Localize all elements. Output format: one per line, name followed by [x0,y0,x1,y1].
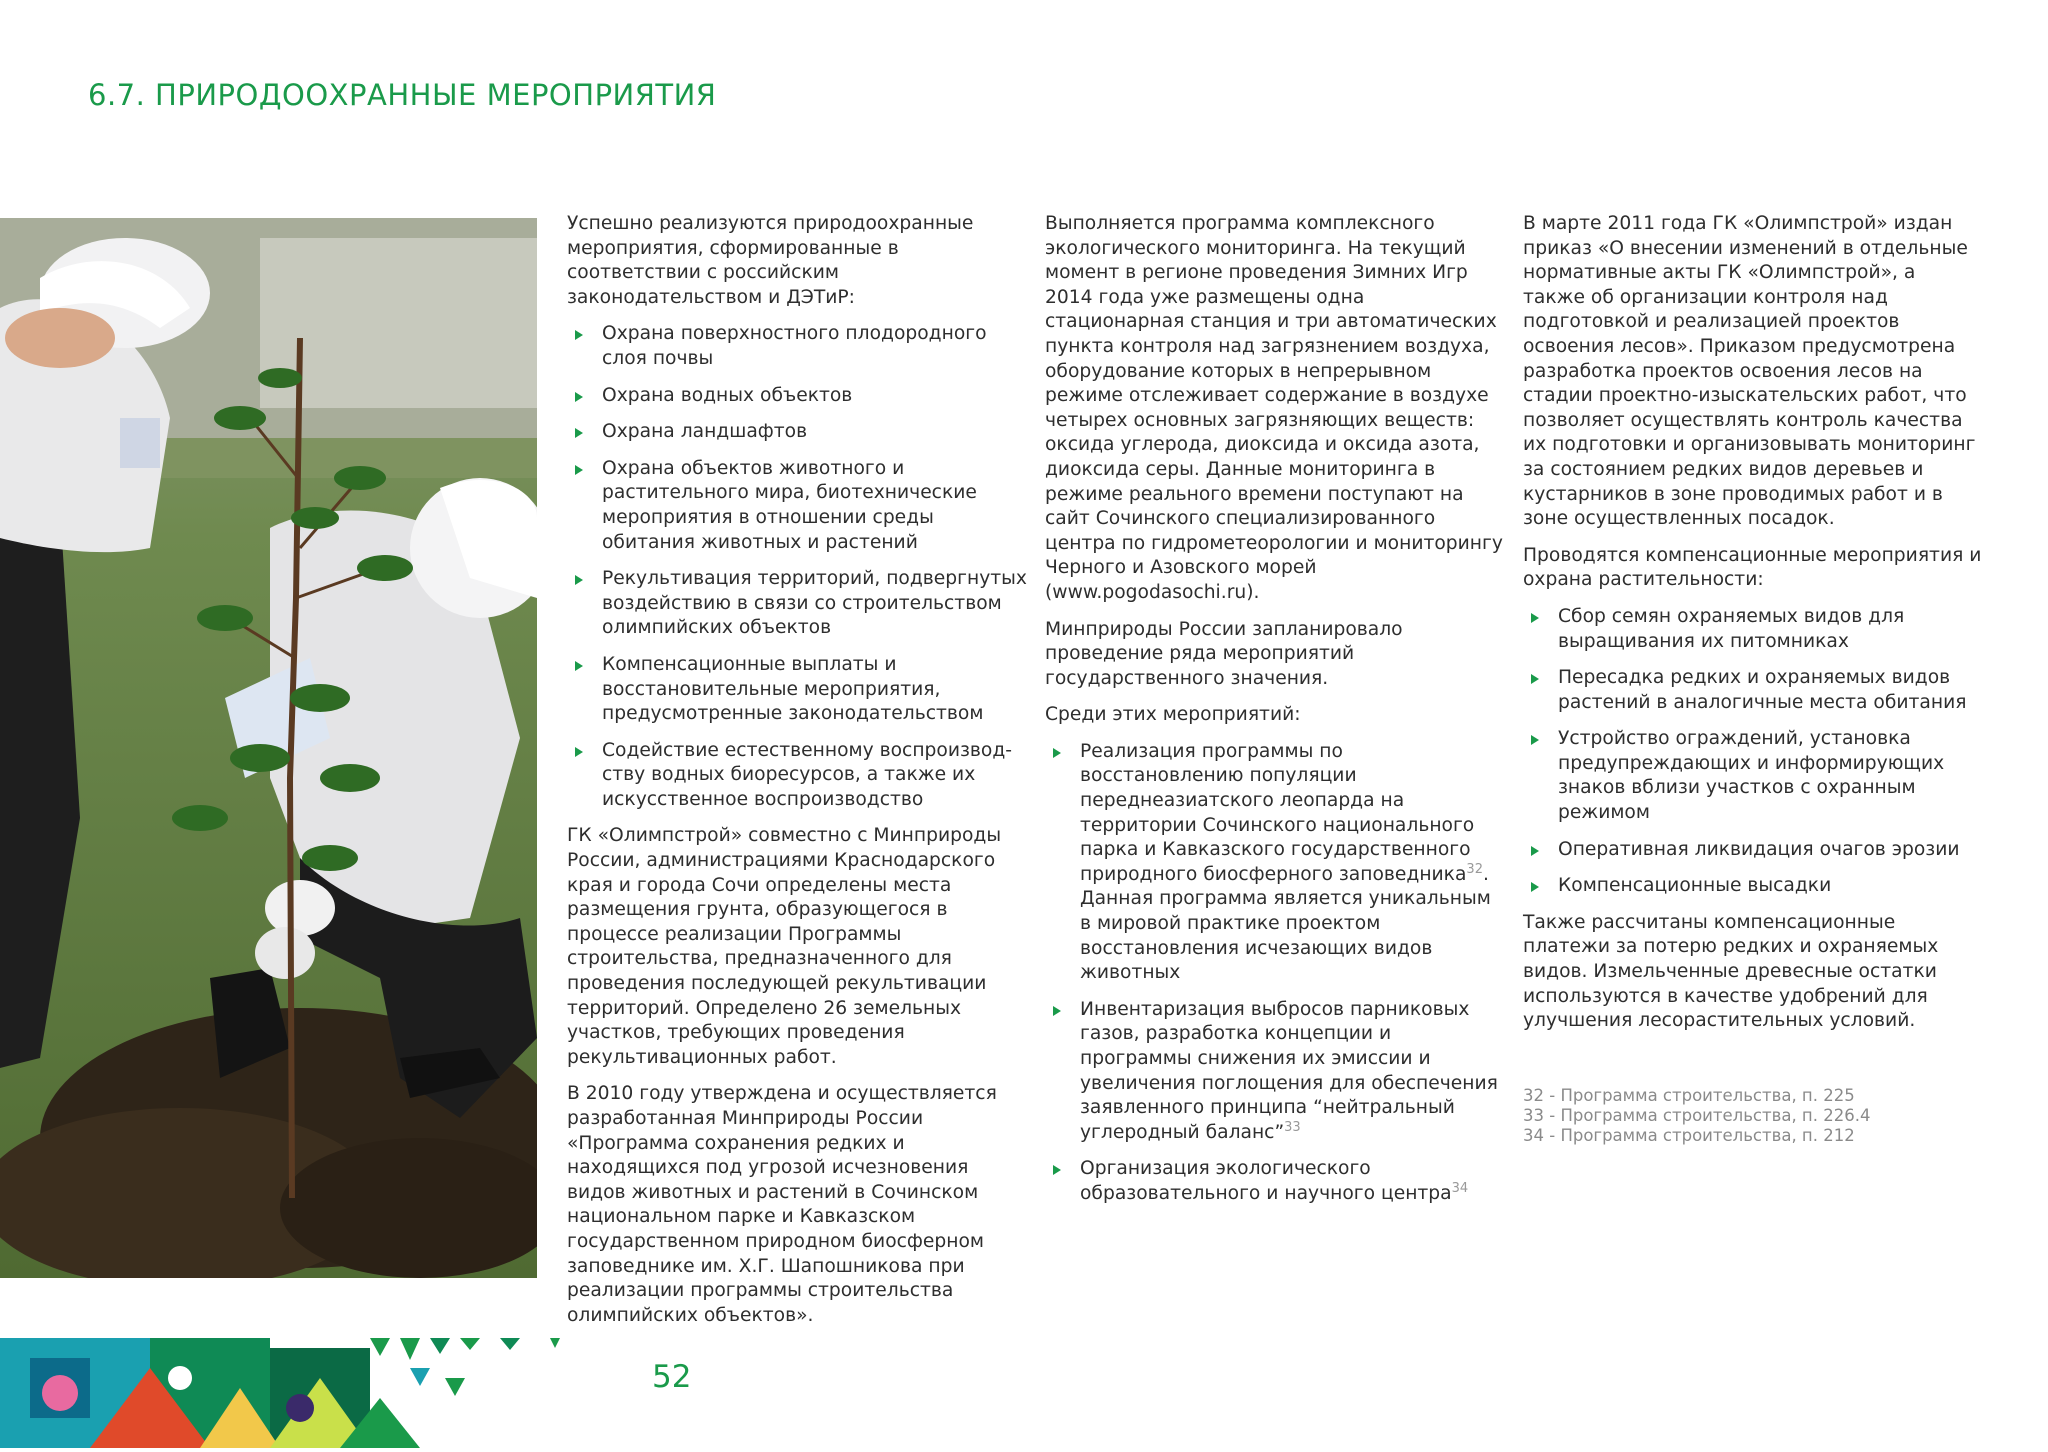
list-item: Устройство ограждений, установка предупреждающих и информирующих знаков вблизи участков с охранным режимом [1523,727,1983,825]
col2-paragraph-3: Среди этих мероприятий: [1045,704,1301,726]
col3-paragraph-2: Проводятся компенсационные мероприятия и охрана растительности: [1523,544,1982,591]
triangle-bullet-icon [575,575,583,585]
triangle-bullet-icon [575,465,583,475]
list-item: Сбор семян охраняемых видов для выращивания их питомниках [1523,605,1983,654]
column-2 [1045,212,1505,1219]
triangle-bullet-icon [1531,674,1539,684]
list-item: Компенсационные выплаты и восстановительные мероприятия, предусмотренные законодательством [567,653,1027,727]
col1-intro: Успешно реализуются природоохранные мероприятия, сформированные в соответствии с российским законодательством и ДЭТиР: [567,213,974,308]
col1-bullet-list [567,322,1027,812]
tree-planting-photo [0,218,537,1278]
column-3 [1523,212,1983,1046]
col2-bullet-list [1045,740,1505,1207]
triangle-bullet-icon [1531,613,1539,623]
triangle-bullet-icon [1053,1165,1061,1175]
footnotes [1523,1086,1983,1146]
list-item: Инвентаризация выбросов парниковых газов, разработка концепции и программы снижения их эмиссии и увеличения поглощения для обеспечения заявленного принципа “нейтральный углеродный баланс”$^{33}$ [1045,998,1505,1146]
triangle-bullet-icon [1531,882,1539,892]
footnote: 34 - Программа строительства, п. 212 [1523,1126,1855,1145]
triangle-bullet-icon [1053,748,1061,758]
col2-paragraph-2: Минприроды России запланировало проведение ряда мероприятий государственного значения. [1045,618,1403,689]
triangle-bullet-icon [1531,846,1539,856]
column-1 [567,212,1027,1340]
triangle-bullet-icon [575,747,583,757]
list-item: Содействие естественному воспроизвод-ству водных биоресурсов, а также их искусственное воспроизводство [567,739,1027,813]
page-title: 6.7. ПРИРОДООХРАННЫЕ МЕРОПРИЯТИЯ [88,78,717,112]
col1-paragraph-2: ГК «Олимпстрой» совместно с Минприроды России, администрациями Краснодарского края и города Сочи определены места размещения грунта, образующегося в процессе реализации Программы строительства, предназначенного для проведения последующей рекультивации территорий. Определено 26 земельных участков, требующих проведения рекультивационных работ. [567,825,1002,1068]
list-item: Организация экологического образовательного и научного центра$^{34}$ [1045,1157,1505,1206]
list-item: Охрана поверхностного плодородного слоя почвы [567,322,1027,371]
triangle-bullet-icon [575,330,583,340]
col2-paragraph-1: Выполняется программа комплексного экологического мониторинга. На текущий момент в регионе проведения Зимних Игр 2014 года уже размещены одна стационарная станция и три автоматических пункта контроля над загрязнением воздуха, оборудование которых в непрерывном режиме отслеживает содержание в воздухе четырех основных загрязняющих веществ: оксида углерода, диоксида и оксида азота, диоксида серы. Данные мониторинга в режиме реального времени поступают на сайт Сочинского специализированного центра по гидрометеорологии и мониторингу Черного и Азовского морей (www.pogodasochi.ru). [1045,213,1503,603]
list-item: Реализация программы по восстановлению популяции переднеазиатского леопарда на территории Сочинского национального парка и Кавказского государственного природного биосферного заповедника$^{32}$. Данная программа является уникальным в мировой практике проектом восстановления исчезающих видов животных [1045,740,1505,986]
list-item: Рекультивация территорий, подвергнутых воздействию в связи со строительством олимпийских объектов [567,567,1027,641]
list-item: Охрана водных объектов [567,384,1027,409]
col3-bullet-list [1523,605,1983,899]
footnote: 33 - Программа строительства, п. 226.4 [1523,1106,1871,1125]
list-item: Оперативная ликвидация очагов эрозии [1523,838,1983,863]
col3-paragraph-3: Также рассчитаны компенсационные платежи за потерю редких и охраняемых видов. Измельченные древесные остатки используются в качестве удобрений для улучшения лесорастительных условий. [1523,911,1939,1032]
footnote-ref: 34 [1451,1180,1469,1196]
list-item: Компенсационные высадки [1523,874,1983,899]
list-item: Пересадка редких и охраняемых видов растений в аналогичные места обитания [1523,666,1983,715]
page-number: 52 [652,1359,692,1395]
triangle-bullet-icon [575,661,583,671]
footnote: 32 - Программа строительства, п. 225 [1523,1086,1855,1105]
col3-paragraph-1: В марте 2011 года ГК «Олимпстрой» издан приказ «О внесении изменений в отдельные нормативные акты ГК «Олимпстрой», а также об организации контроля над подготовкой и реализацией проектов освоения лесов». Приказом предусмотрена разработка проектов освоения лесов на стадии проектно-изыскательских работ, что позволяет осуществлять контроль качества их подготовки и организовывать мониторинг за состоянием редких видов деревьев и кустарников в зоне проводимых работ и в зоне осуществленных посадок. [1523,213,1976,530]
decorative-pattern [0,1338,600,1448]
list-item: Охрана объектов животного и растительного мира, биотехнические мероприятия в отношении среды обитания животных и растений [567,457,1027,555]
footnote-ref: 33 [1284,1119,1301,1135]
triangle-bullet-icon [575,392,583,402]
col1-paragraph-3: В 2010 году утверждена и осуществляется разработанная Минприроды России «Программа сохранения редких и находящихся под угрозой исчезновения видов животных и растений в Сочинском национальном парке и Кавказском государственном природном биосферном заповеднике им. Х.Г. Шапошникова при реализации программы строительства олимпийских объектов». [567,1083,997,1326]
triangle-bullet-icon [1531,735,1539,745]
list-item: Охрана ландшафтов [567,420,1027,445]
triangle-bullet-icon [575,428,583,438]
triangle-bullet-icon [1053,1006,1061,1016]
footnote-ref: 32 [1466,861,1483,877]
